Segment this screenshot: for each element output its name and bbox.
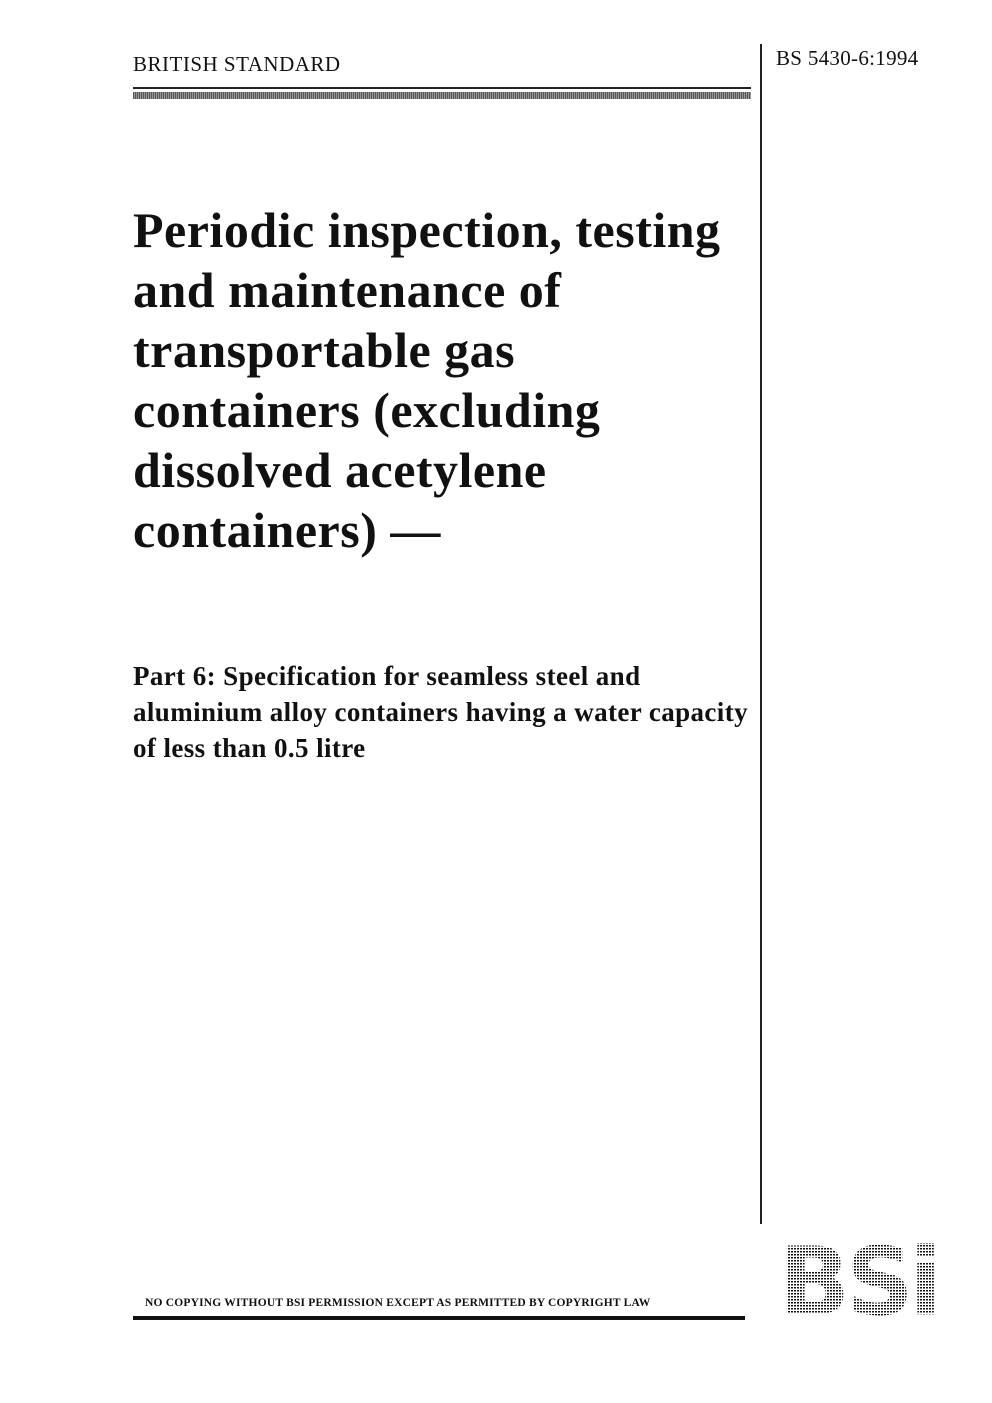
footer-rule — [133, 1316, 745, 1320]
main-title: Periodic inspection, testing and maintenance of transportable gas containers (excluding dissolved acetylene containers) — — [133, 202, 721, 558]
standard-number: BS 5430-6:1994 — [776, 46, 919, 70]
document-type: BRITISH STANDARD — [133, 52, 341, 76]
part-title: Part 6: Specification for seamless steel and aluminium alloy containers having a water capacity of less than 0.5 litre — [133, 661, 749, 763]
copyright-notice: NO COPYING WITHOUT BSI PERMISSION EXCEPT AS PERMITTED BY COPYRIGHT LAW — [145, 1297, 651, 1309]
header-rule — [133, 87, 751, 89]
bsi-logo-text: BSi — [778, 1242, 938, 1320]
header-hatched-band — [133, 92, 751, 99]
vertical-divider — [760, 44, 762, 1224]
bsi-logo-icon — [770, 1242, 946, 1320]
